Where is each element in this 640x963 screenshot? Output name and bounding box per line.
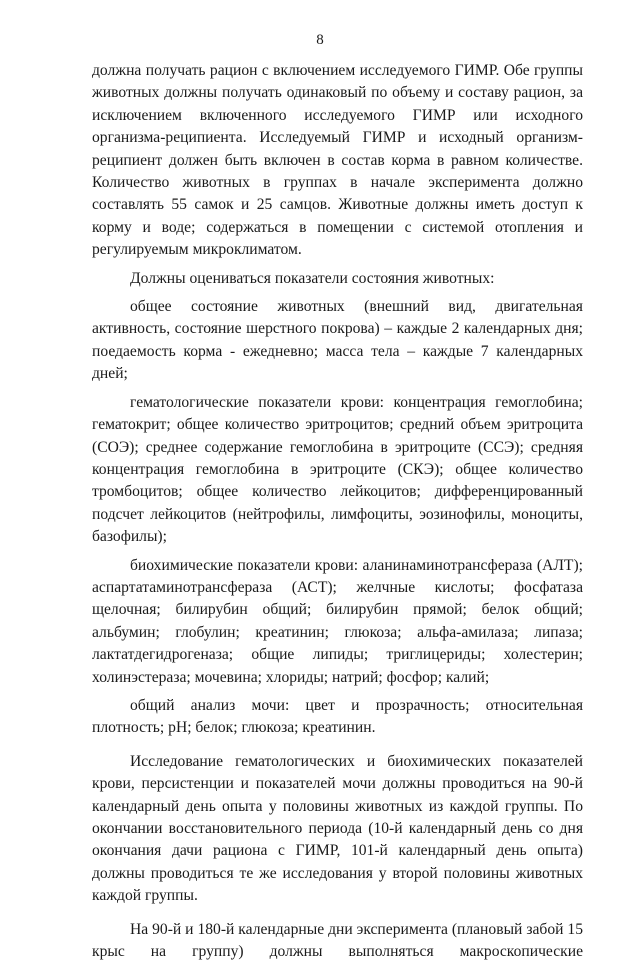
paragraph-biochemistry: биохимические показатели крови: аланинаминотрансфераза (АЛТ); аспартатаминотрансфераза (АСТ); желчные кислоты; фосфатаза щелочная; билирубин общий; билирубин прямой; белок общий; альбумин; глобулин; креатинин; глюкоза; альфа-амилаза; липаза; лактатдегидрогеназа; общие липиды; триглицериды; холестерин; холинэстераза; мочевина; хлориды; натрий; фосфор; калий; (92, 556, 583, 686)
page-number: 8 (316, 32, 324, 48)
paragraph-general-condition: общее состояние животных (внешний вид, двигательная активность, состояние шерстного покрова) – каждые 2 календарных дня; поедаемость корма - ежедневно; масса тела – каждые 7 календарных дней; (92, 298, 583, 383)
paragraph-necropsy: На 90-й и 180-й календарные дни эксперимента (плановый забой 15 крыс на группу) должны выполняться макроскопические (92, 920, 583, 961)
paragraph-indicators-intro: Должны оцениваться показатели состояния животных: (130, 269, 495, 287)
paragraph-study-schedule: Исследование гематологических и биохимических показателей крови, персистенции и показателей мочи должны проводиться на 90-й календарный день опыта у половины животных из каждой группы. По окончании восстановительного периода (10-й календарный день со дня окончания дачи рациона с ГИМР, 101-й календарный день опыта) должны проводиться те же исследования у второй половины животных каждой группы. (92, 752, 583, 905)
paragraph-hematology: гематологические показатели крови: концентрация гемоглобина; гематокрит; общее количество эритроцитов; средний объем эритроцита (СОЭ); среднее содержание гемоглобина в эритроците (ССЭ); средняя концентрация гемоглобина в эритроците (СКЭ); общее количество тромбоцитов; общее количество лейкоцитов; дифференцированный подсчет лейкоцитов (нейтрофилы, лимфоциты, эозинофилы, моноциты, базофилы); (92, 393, 583, 546)
document-body (92, 60, 583, 963)
paragraph-urinalysis: общий анализ мочи: цвет и прозрачность; относительная плотность; pH; белок; глюкоза; креатинин. (92, 696, 583, 737)
paragraph-group-diet: должна получать рацион с включением исследуемого ГИМР. Обе группы животных должны получать одинаковый по объему и составу рацион, за исключением включенного исследуемого ГИМР или исходного организма-реципиента. Исследуемый ГИМР и исходный организм-реципиент должен быть включен в состав корма в равном количестве. Количество животных в группах в начале эксперимента должно составлять 55 самок и 25 самцов. Животные должны иметь доступ к корму и воде; содержаться в помещении с системой отопления и регулируемым микроклиматом. (92, 62, 583, 259)
